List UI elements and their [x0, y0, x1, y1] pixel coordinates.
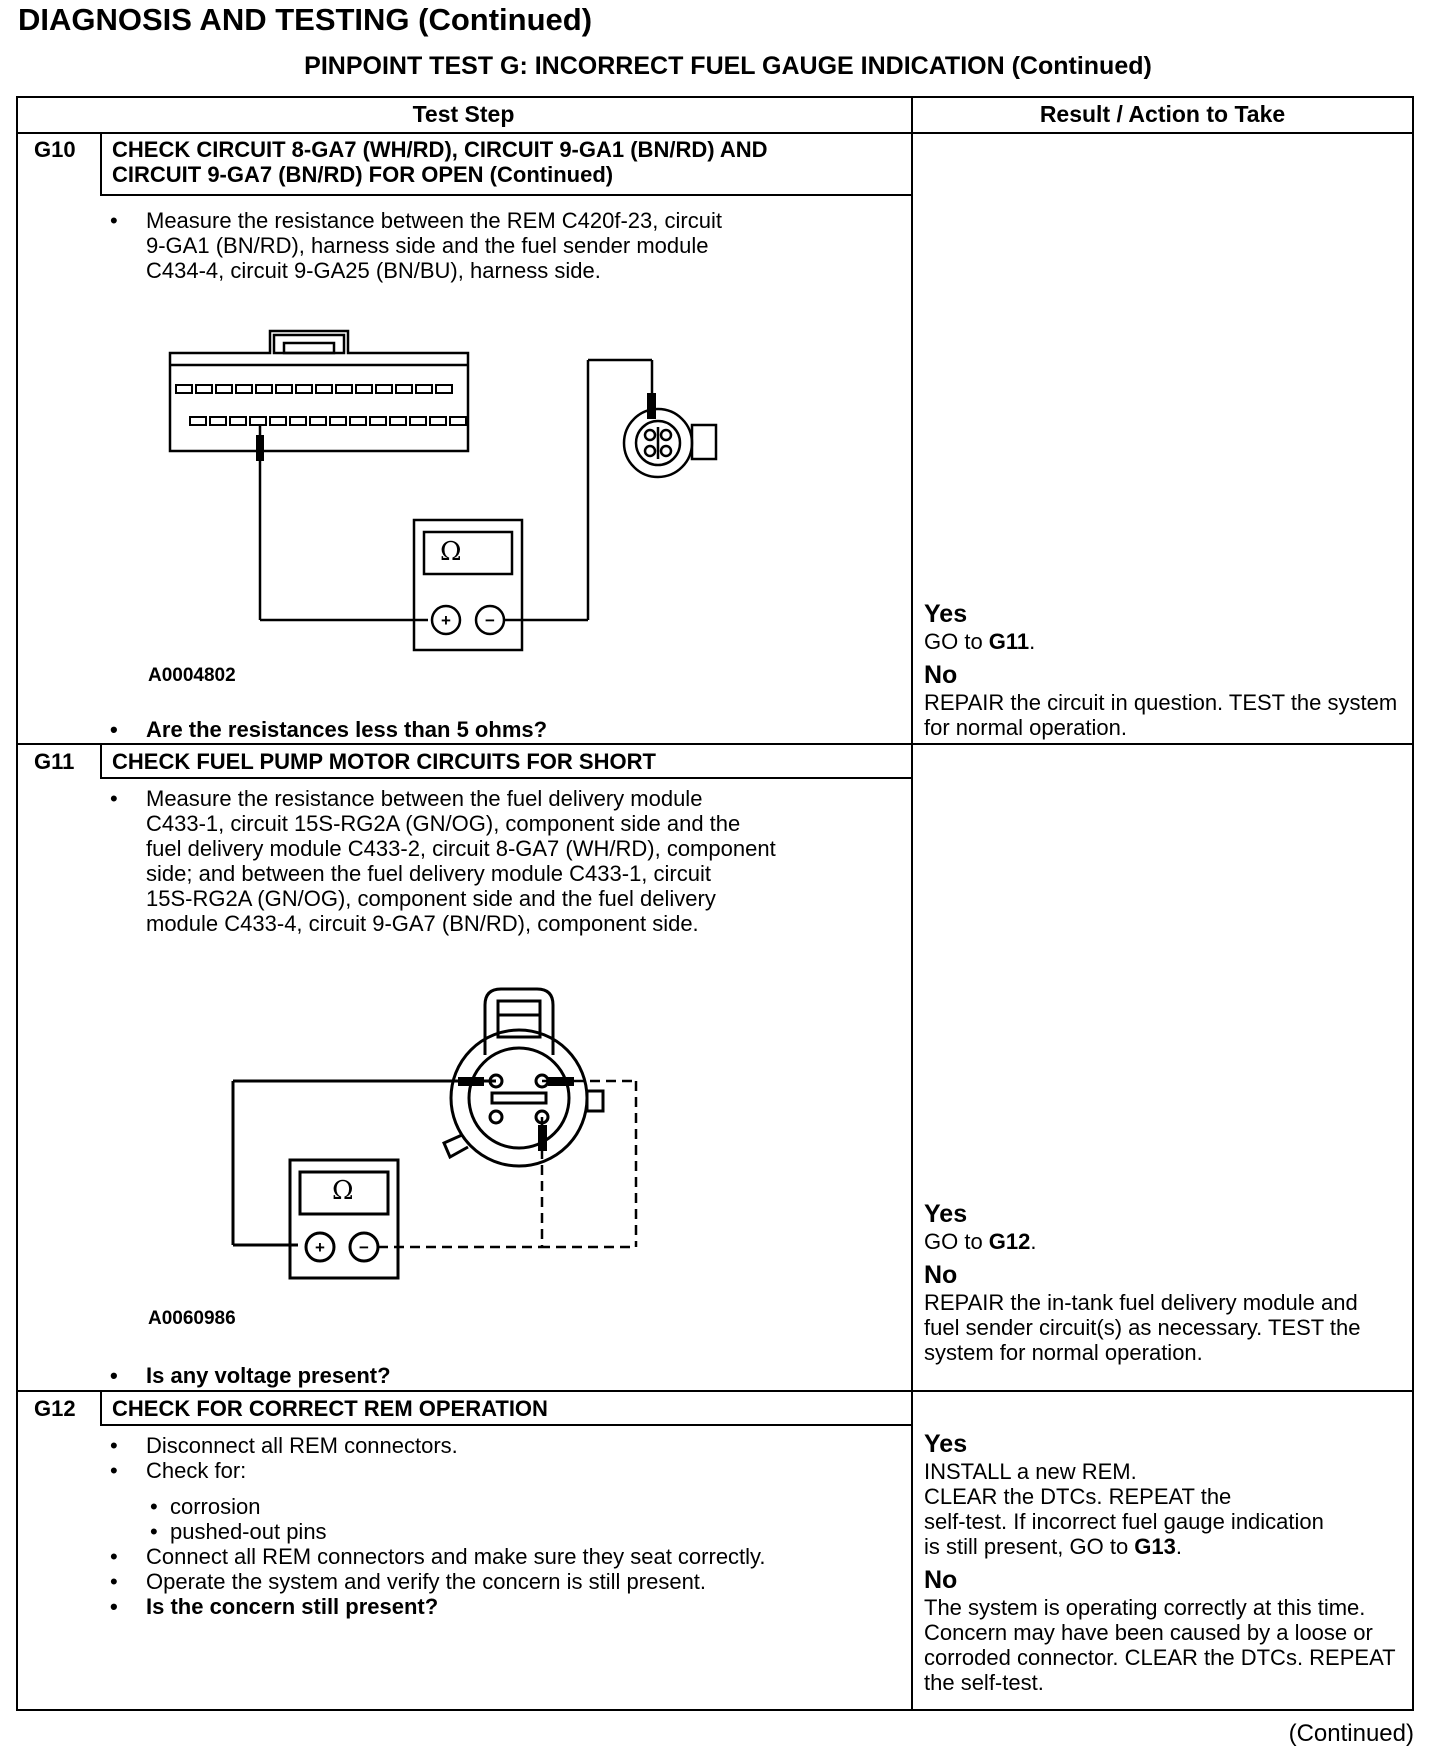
svg-text:−: −: [359, 1238, 369, 1257]
step-number: G10: [34, 137, 76, 162]
no-label: No: [924, 1261, 958, 1289]
yes-action: GO to G12.: [924, 1229, 1037, 1254]
figure-id: A0004802: [148, 665, 236, 686]
yes-label: Yes: [924, 600, 968, 628]
no-label: No: [924, 661, 958, 689]
step-title-rule: [100, 1424, 911, 1426]
column-divider: [911, 97, 913, 1710]
row-rule: [16, 1390, 1414, 1392]
step-number-divider: [100, 743, 102, 777]
yes-action: INSTALL a new REM. CLEAR the DTCs. REPEAT the self-test. If incorrect fuel gauge indication is still present, GO to G13.: [924, 1459, 1324, 1559]
step-number: G12: [34, 1396, 76, 1421]
rem-to-sender-wiring-diagram: [150, 325, 730, 655]
header-result: Result / Action to Take: [1039, 101, 1286, 127]
continued-note: (Continued): [1288, 1720, 1414, 1747]
svg-text:+: +: [441, 611, 451, 630]
fuel-delivery-module-wiring-diagram: [230, 985, 650, 1285]
svg-text:−: −: [485, 611, 495, 630]
step-title-rule: [100, 194, 911, 196]
page-title: DIAGNOSIS AND TESTING (Continued): [18, 2, 593, 37]
ohm-symbol: Ω: [332, 1176, 354, 1206]
rem-connector: [170, 331, 468, 451]
step-title: CHECK CIRCUIT 8-GA7 (WH/RD), CIRCUIT 9-GA1 (BN/RD) AND CIRCUIT 9-GA7 (BN/RD) FOR OPEN (Continued): [112, 137, 768, 187]
svg-text:+: +: [315, 1238, 325, 1257]
row-rule: [16, 743, 1414, 745]
header-test-step: Test Step: [412, 101, 515, 127]
step-title: CHECK FUEL PUMP MOTOR CIRCUITS FOR SHORT: [112, 749, 656, 774]
step-number-divider: [100, 132, 102, 194]
step-number-divider: [100, 1390, 102, 1424]
no-action: The system is operating correctly at this time. Concern may have been caused by a loose or corroded connector. CLEAR the DTCs. REPEAT the self-test.: [924, 1595, 1396, 1695]
yes-action: GO to G11.: [924, 629, 1036, 654]
fuel-delivery-module-connector: [485, 989, 553, 1055]
no-label: No: [924, 1566, 958, 1594]
header-rule: [16, 132, 1414, 134]
yes-label: Yes: [924, 1200, 968, 1228]
ohm-symbol: Ω: [440, 537, 462, 567]
figure-id: A0060986: [148, 1308, 236, 1329]
step-title-rule: [100, 777, 911, 779]
step-title: CHECK FOR CORRECT REM OPERATION: [112, 1396, 548, 1421]
section-title: PINPOINT TEST G: INCORRECT FUEL GAUGE INDICATION (Continued): [304, 52, 1152, 80]
ohmmeter: [414, 520, 522, 650]
no-action: REPAIR the circuit in question. TEST the system for normal operation.: [924, 690, 1398, 740]
step-number: G11: [34, 749, 75, 774]
no-action: REPAIR the in-tank fuel delivery module and fuel sender circuit(s) as necessary. TEST the system for normal operation.: [924, 1290, 1361, 1365]
yes-label: Yes: [924, 1430, 968, 1458]
